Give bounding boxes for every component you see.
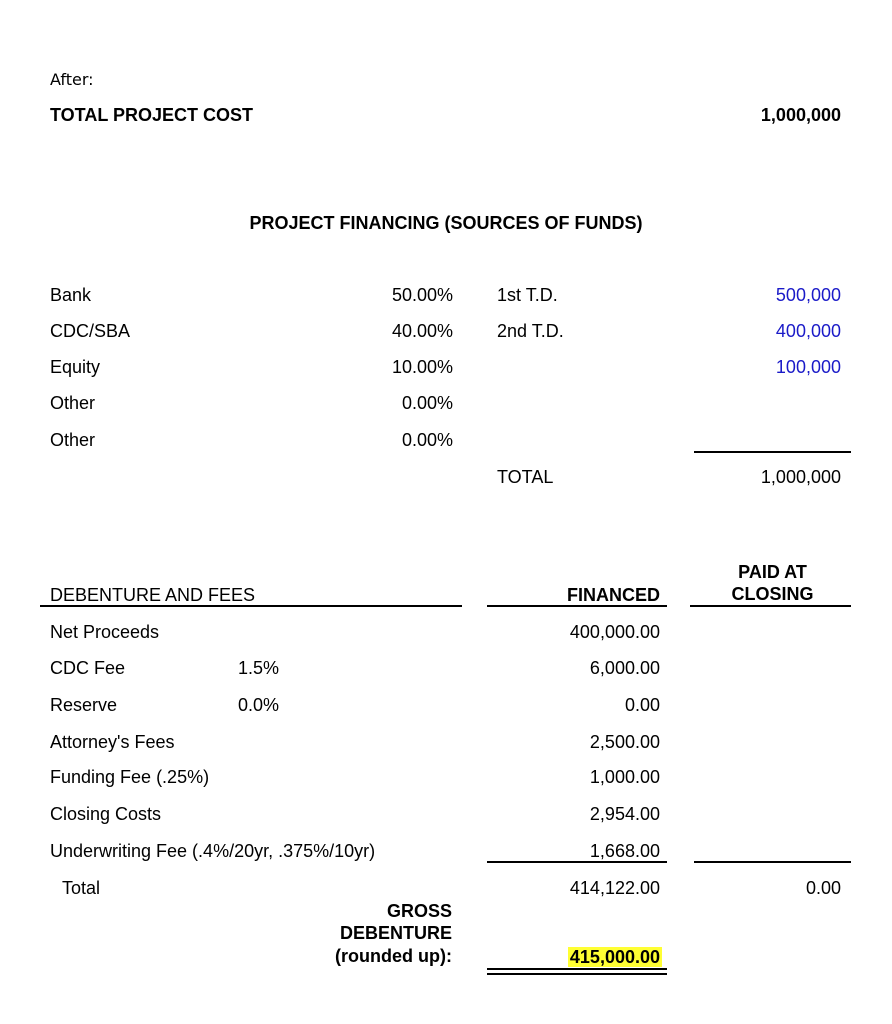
- debenture-total-label: Total: [62, 878, 101, 898]
- paid-at-closing-header-line1: PAID AT: [738, 562, 807, 582]
- financing-amount: 500,000: [775, 285, 841, 305]
- fee-label: CDC Fee: [50, 658, 126, 678]
- total-project-cost-value: 1,000,000: [760, 105, 841, 125]
- debenture-total-financed: 414,122.00: [569, 878, 660, 898]
- fee-label: Underwriting Fee (.4%/20yr, .375%/10yr): [50, 841, 376, 861]
- financing-percent: 40.00%: [391, 321, 453, 341]
- gross-debenture-label-line2: DEBENTURE: [339, 923, 452, 943]
- fee-financed: 1,000.00: [589, 767, 660, 787]
- fee-label: Attorney's Fees: [50, 732, 175, 752]
- fee-financed: 0.00: [624, 695, 660, 715]
- fee-label: Funding Fee (.25%): [50, 767, 210, 787]
- gross-debenture-label-line1: GROSS: [386, 901, 452, 921]
- gross-debenture-double-underline: [487, 968, 667, 975]
- total-project-cost-label: TOTAL PROJECT COST: [50, 105, 254, 125]
- debenture-section-label: DEBENTURE AND FEES: [50, 585, 256, 605]
- financing-position: 1st T.D.: [497, 285, 558, 305]
- financed-header-divider: [487, 605, 667, 607]
- financing-total-divider: [694, 451, 851, 453]
- gross-debenture-value-cell: [520, 946, 662, 968]
- financing-percent: 10.00%: [391, 357, 453, 377]
- financing-percent: 0.00%: [401, 393, 453, 413]
- fee-label: Closing Costs: [50, 804, 162, 824]
- financing-source: Bank: [50, 285, 92, 305]
- debenture-total-paid: 0.00: [805, 878, 841, 898]
- gross-debenture-value: 415,000.00: [569, 947, 660, 967]
- financing-total-label: TOTAL: [497, 467, 554, 487]
- fee-label: Net Proceeds: [50, 622, 160, 642]
- fee-label: Reserve: [50, 695, 118, 715]
- financing-percent: 0.00%: [401, 430, 453, 450]
- fee-financed: 1,668.00: [589, 841, 660, 861]
- after-label: After:: [50, 70, 94, 89]
- financing-amount: 100,000: [775, 357, 841, 377]
- fee-financed: 2,954.00: [589, 804, 660, 824]
- financing-source: Other: [50, 393, 96, 413]
- financing-percent: 50.00%: [391, 285, 453, 305]
- financed-header: FINANCED: [567, 585, 660, 605]
- financing-amount: 400,000: [775, 321, 841, 341]
- paid-total-divider: [694, 861, 851, 863]
- financing-source: Equity: [50, 357, 101, 377]
- gross-debenture-label-line3: (rounded up):: [335, 946, 452, 966]
- fee-financed: 400,000.00: [569, 622, 660, 642]
- financed-total-divider: [487, 861, 667, 863]
- financing-title: PROJECT FINANCING (SOURCES OF FUNDS): [249, 213, 643, 233]
- financing-total-value: 1,000,000: [760, 467, 841, 487]
- paid-at-closing-header-line2: CLOSING: [731, 584, 814, 604]
- financing-source: Other: [50, 430, 96, 450]
- debenture-header-divider: [40, 605, 462, 607]
- financing-source: CDC/SBA: [50, 321, 131, 341]
- financing-position: 2nd T.D.: [497, 321, 564, 341]
- fee-rate: 0.0%: [238, 695, 280, 715]
- paid-header-divider: [690, 605, 851, 607]
- fee-financed: 6,000.00: [589, 658, 660, 678]
- fee-financed: 2,500.00: [589, 732, 660, 752]
- fee-rate: 1.5%: [238, 658, 280, 678]
